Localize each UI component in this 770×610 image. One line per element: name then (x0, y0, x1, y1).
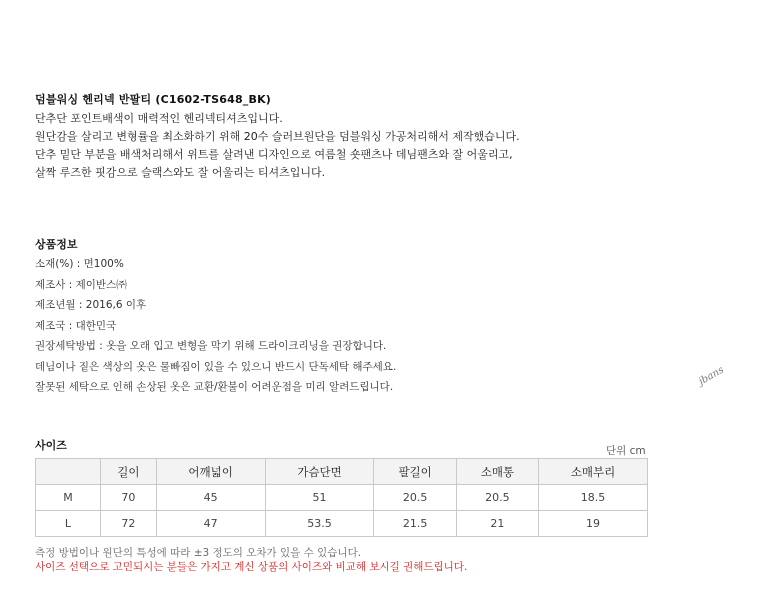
header-cell (36, 459, 101, 485)
info-heading: 상품정보 (35, 238, 78, 251)
table-cell: 47 (156, 511, 265, 537)
header-cell: 길이 (101, 459, 157, 485)
info-wash-1: 권장세탁방법 : 옷을 오래 입고 변형을 막기 위해 드라이크리닝을 권장합니다. (35, 340, 387, 352)
size-table-header (36, 459, 648, 485)
table-cell: 20.5 (374, 485, 456, 511)
header-cell: 팔길이 (374, 459, 456, 485)
info-country: 제조국 : 대한민국 (35, 319, 117, 332)
size-heading: 사이즈 (35, 439, 67, 452)
info-material: 소재(%) : 면100% (35, 258, 124, 270)
table-cell: 21.5 (374, 511, 456, 537)
size-label: M (36, 485, 101, 511)
size-advice-note: 사이즈 선택으로 고민되시는 분들은 가지고 계신 상품의 사이즈와 비교해 보시길 권해드립니다. (35, 561, 468, 573)
table-row (36, 485, 648, 511)
size-table (35, 458, 648, 537)
description-line: 원단감을 살리고 변형률을 최소화하기 위해 20수 슬러브원단을 덤블워싱 가공처리해서 제작했습니다. (35, 130, 520, 143)
header-cell: 어깨넓이 (156, 459, 265, 485)
table-cell: 18.5 (539, 485, 648, 511)
info-manufacturer: 제조사 : 제이반스㈜ (35, 278, 127, 291)
description-line: 살짝 루즈한 핏감으로 슬랙스와도 잘 어울리는 티셔츠입니다. (35, 166, 326, 179)
product-title: 덤블워싱 헨리넥 반팔티 (C1602-TS648_BK) (35, 93, 272, 106)
table-cell: 51 (265, 485, 374, 511)
table-cell: 20.5 (456, 485, 538, 511)
table-cell: 21 (456, 511, 538, 537)
table-cell: 53.5 (265, 511, 374, 537)
product-info (35, 236, 396, 398)
info-wash-3: 잘못된 세탁으로 인해 손상된 옷은 교환/환불이 어려운점을 미리 알려드립니다. (35, 381, 394, 393)
table-row (36, 511, 648, 537)
size-label: L (36, 511, 101, 537)
table-cell: 19 (539, 511, 648, 537)
size-unit: 단위 cm (606, 445, 646, 457)
info-date: 제조년월 : 2016,6 이후 (35, 299, 147, 311)
description-line: 단추단 포인트배색이 매력적인 헨리넥티셔츠입니다. (35, 112, 283, 125)
measurement-note: 측정 방법이나 원단의 특성에 따라 ±3 정도의 오차가 있을 수 있습니다. (35, 547, 362, 559)
header-cell: 소매통 (456, 459, 538, 485)
table-cell: 72 (101, 511, 157, 537)
jbans-watermark: jbans (697, 364, 726, 388)
table-cell: 45 (156, 485, 265, 511)
header-cell: 가슴단면 (265, 459, 374, 485)
size-notes (35, 546, 467, 574)
header-cell: 소매부리 (539, 459, 648, 485)
table-cell: 70 (101, 485, 157, 511)
product-description (35, 91, 520, 182)
info-wash-2: 데님이나 짙은 색상의 옷은 물빠짐이 있을 수 있으니 반드시 단독세탁 해주세요. (35, 360, 397, 373)
description-line: 단추 밑단 부분을 배색처리해서 위트를 살려낸 디자인으로 여름철 숏팬츠나 데님팬츠와 잘 어울리고, (35, 148, 513, 161)
